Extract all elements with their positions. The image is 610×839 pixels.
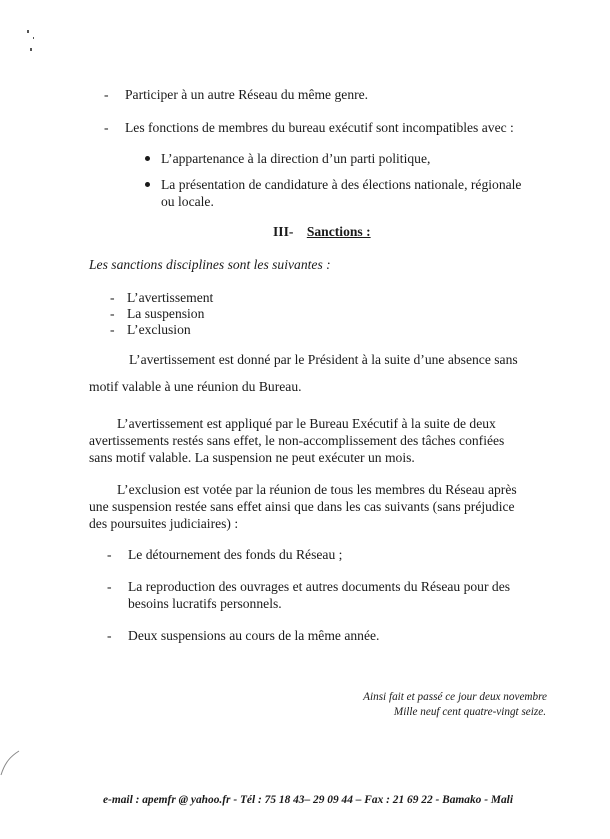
incompat-bullet-text: ou locale.	[161, 194, 214, 209]
section-number: III-	[273, 224, 294, 239]
sanctions-intro: Les sanctions disciplines sont les suivantes :	[89, 257, 331, 272]
sanction-item-text: L’exclusion	[127, 322, 191, 337]
exclusion-case-text: besoins lucratifs personnels.	[128, 596, 282, 611]
sanction-item-text: La suspension	[127, 306, 205, 321]
dash-marker: -	[110, 290, 115, 305]
bullet-dot	[145, 182, 150, 187]
exclusion-case-text: Le détournement des fonds du Réseau ;	[128, 547, 343, 562]
scan-speck	[30, 48, 32, 51]
intro-item-text: Les fonctions de membres du bureau exécutif sont incompatibles avec :	[125, 120, 514, 135]
intro-item-text: Participer à un autre Réseau du même genre.	[125, 87, 369, 102]
section-title: Sanctions :	[306, 224, 371, 239]
sanction-item-text: L’avertissement	[127, 290, 214, 305]
dash-marker: -	[104, 87, 109, 102]
paragraph-line: des poursuites judiciaires) :	[89, 516, 239, 531]
dash-marker: -	[107, 547, 112, 562]
bullet-dot	[145, 156, 150, 161]
dash-marker: -	[107, 579, 112, 594]
scan-speck	[33, 37, 34, 39]
paragraph-line: L’avertissement est donné par le Président à la suite d’une absence sans	[129, 352, 518, 367]
exclusion-case-text: La reproduction des ouvrages et autres documents du Réseau pour des	[128, 579, 511, 594]
paragraph-line: motif valable à une réunion du Bureau.	[89, 379, 302, 394]
scan-speck	[27, 30, 29, 33]
dash-marker: -	[110, 306, 115, 321]
dash-marker: -	[104, 120, 109, 135]
paragraph-line: L’avertissement est appliqué par le Bureau Exécutif à la suite de deux	[117, 416, 496, 431]
paragraph-line: L’exclusion est votée par la réunion de tous les membres du Réseau après	[117, 482, 517, 497]
paragraph-line: sans motif valable. La suspension ne peut exécuter un mois.	[89, 450, 415, 465]
paragraph-line: une suspension restée sans effet ainsi que dans les cas suivants (sans préjudice	[89, 499, 515, 514]
incompat-bullet-text: La présentation de candidature à des élections nationale, régionale	[161, 177, 522, 192]
footer-contact: e-mail : apemfr @ yahoo.fr - Tél : 75 18 43– 29 09 44 – Fax : 21 69 22 - Bamako - Mali	[103, 794, 514, 806]
signoff-line: Ainsi fait et passé ce jour deux novembre	[363, 691, 547, 703]
incompat-bullet-text: L’appartenance à la direction d’un parti politique,	[161, 151, 431, 166]
dash-marker: -	[107, 628, 112, 643]
section-heading	[273, 223, 371, 240]
exclusion-case-text: Deux suspensions au cours de la même année.	[128, 628, 380, 643]
signoff-line: Mille neuf cent quatre-vingt seize.	[393, 706, 546, 718]
dash-marker: -	[110, 322, 115, 337]
paragraph-line: avertissements restés sans effet, le non-accomplissement des tâches confiées	[89, 433, 505, 448]
pen-mark	[0, 748, 22, 778]
